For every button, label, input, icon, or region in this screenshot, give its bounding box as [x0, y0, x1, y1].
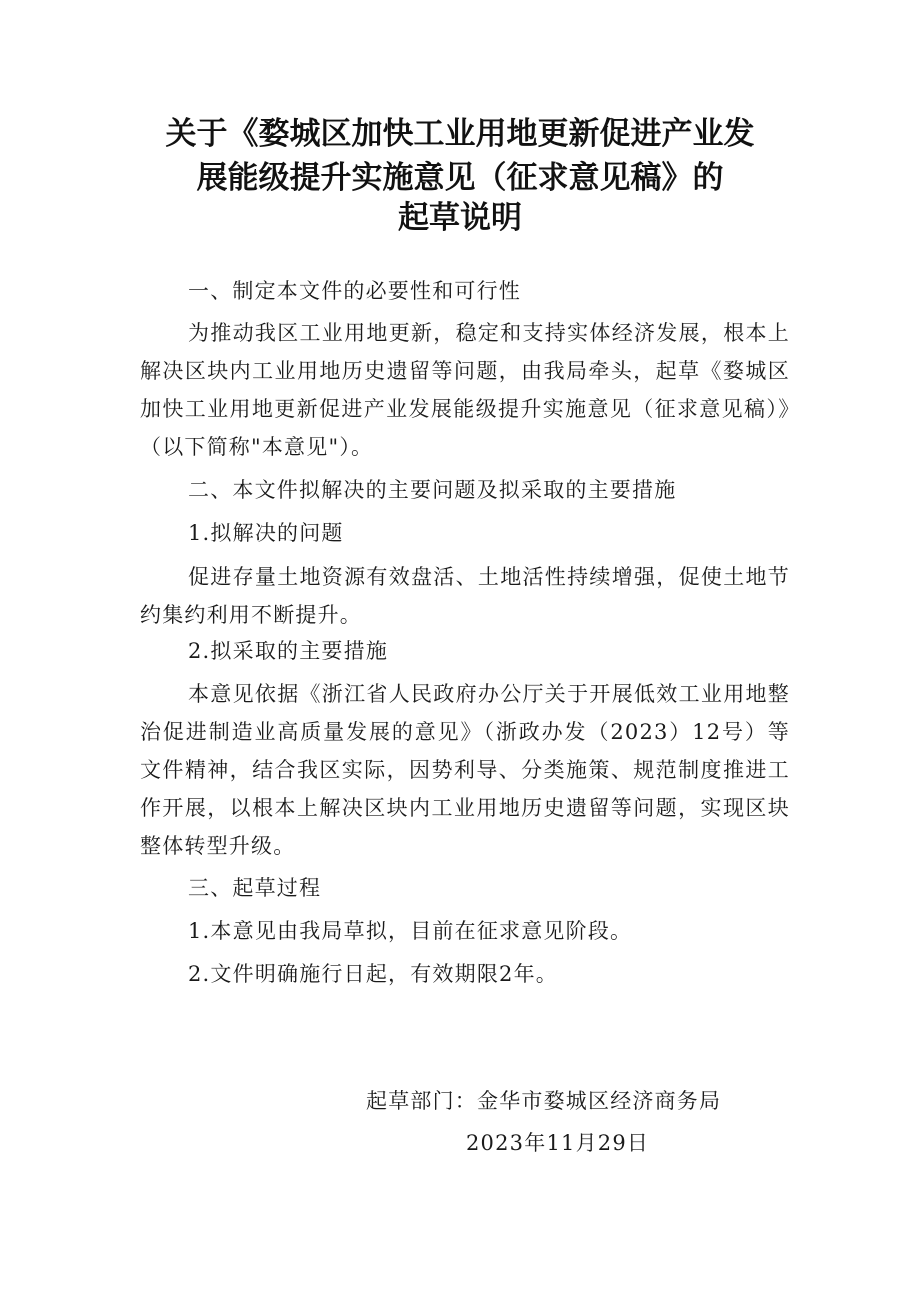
section-2-subheading-1: 1.拟解决的问题 — [188, 521, 344, 545]
document-title-line-3: 起草说明 — [398, 200, 522, 236]
section-3-heading: 三、起草过程 — [188, 876, 322, 900]
section-1-heading: 一、制定本文件的必要性和可行性 — [188, 279, 521, 303]
document-title-line-2: 展能级提升实施意见（征求意见稿》的 — [196, 160, 724, 196]
section-2-heading: 二、本文件拟解决的主要问题及拟采取的主要措施 — [188, 478, 677, 502]
section-3-item-1: 1.本意见由我局草拟，目前在征求意见阶段。 — [188, 919, 633, 943]
document-title-line-1: 关于《婺城区加快工业用地更新促进产业发 — [165, 116, 755, 152]
section-2-subheading-2: 2.拟采取的主要措施 — [188, 639, 389, 663]
section-2-paragraph-2: 本意见依据《浙江省人民政府办公厅关于开展低效工业用地整治促进制造业高质量发展的意见》（浙政办发（2023）12号）等文件精神，结合我区实际，因势利导、分类施策、规范制度推进工作开展，以根本上解决区块内工业用地历史遗留等问题，实现区块整体转型升级。 — [140, 682, 790, 858]
section-3-item-2: 2.文件明确施行日起，有效期限2年。 — [188, 962, 558, 986]
section-1-paragraph: 为推动我区工业用地更新，稳定和支持实体经济发展，根本上解决区块内工业用地历史遗留等问题，由我局牵头，起草《婺城区加快工业用地更新促进产业发展能级提升实施意见（征求意见稿）》（以下简称"本意见"）。 — [140, 321, 790, 459]
section-2-paragraph-1: 促进存量土地资源有效盘活、土地活性持续增强，促使土地节约集约利用不断提升。 — [140, 565, 790, 627]
drafting-department: 起草部门：金华市婺城区经济商务局 — [366, 1089, 722, 1113]
drafting-date: 2023年11月29日 — [466, 1131, 650, 1155]
